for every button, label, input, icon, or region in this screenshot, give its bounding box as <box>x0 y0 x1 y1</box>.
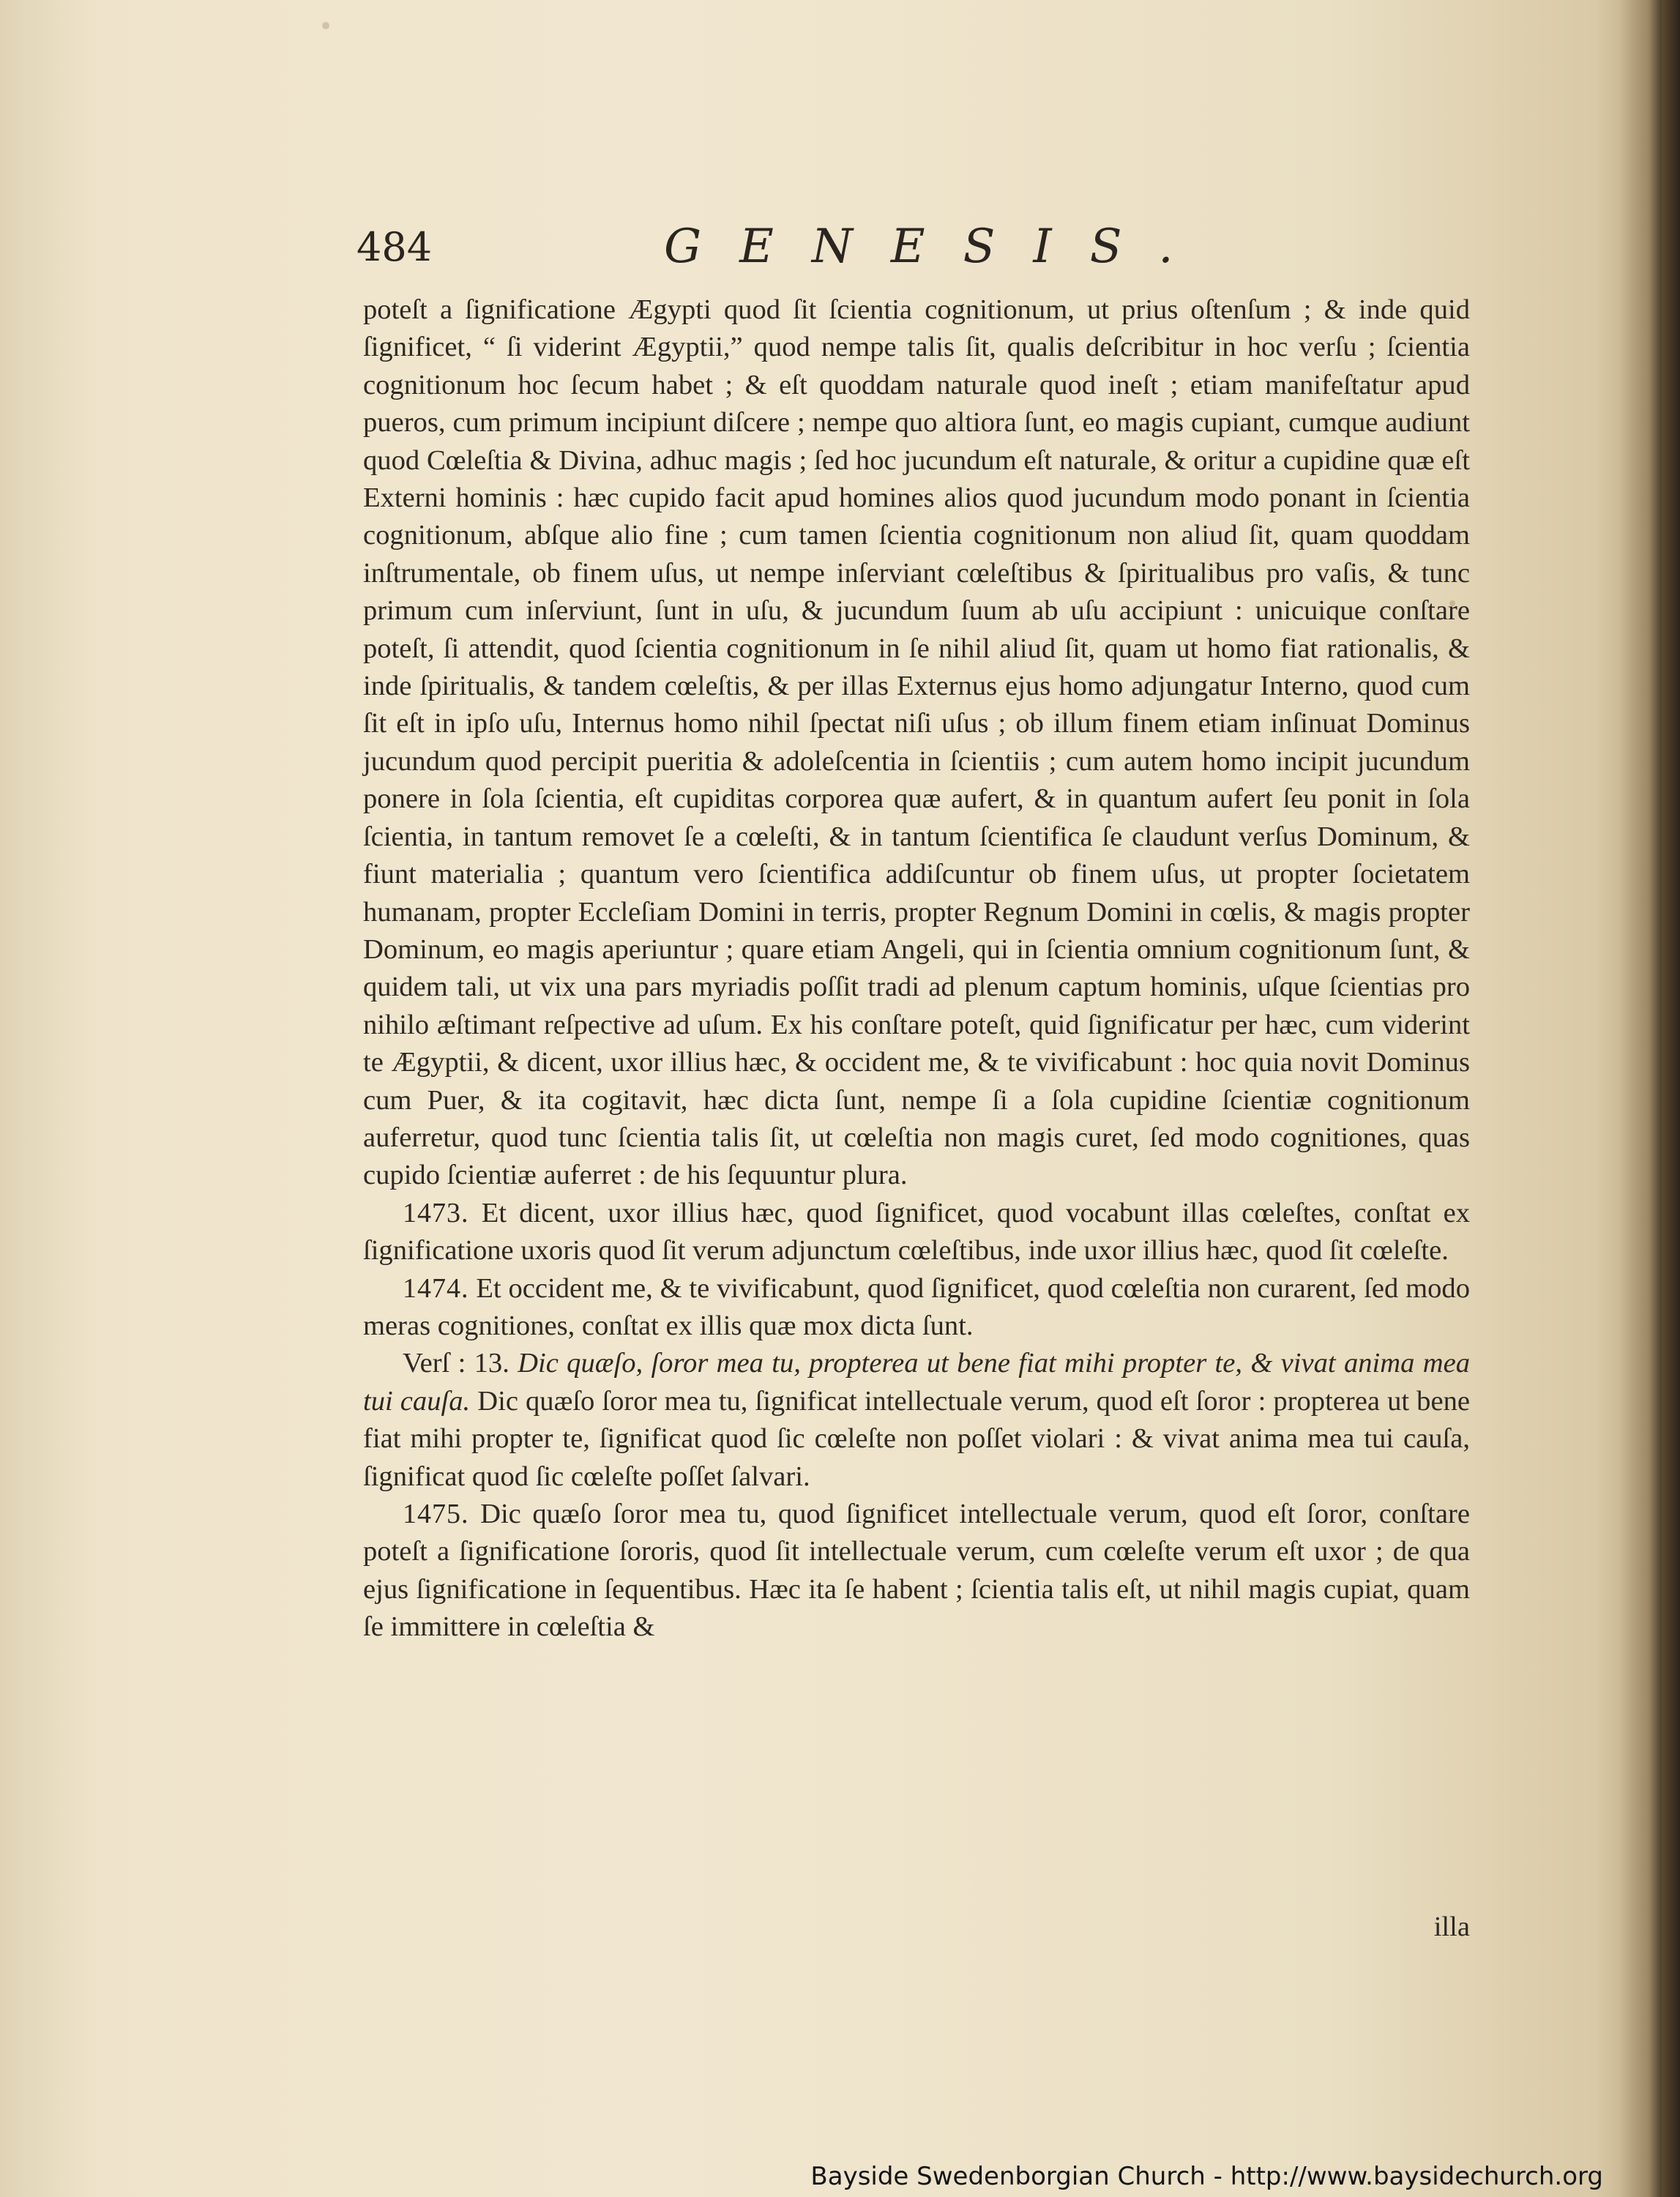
paragraph-text: Dic quæſo ſoror mea tu, ſignificat intellectuale verum, quod eſt ſoror : propterea ut bene fiat mihi propter te, ſignificat quod ſic cœleſte non poſſet violari : & vivat anima mea tui cauſa, ſignificat quod ſic cœleſte poſſet ſalvari. <box>363 1385 1470 1492</box>
paragraph-text: Dic quæſo ſoror mea tu, quod ſignificet intellectuale verum, quod eſt ſoror, conſtare poteſt a ſignificatione ſororis, quod ſit intellectuale verum, cum cœleſte verum eſt uxor ; de qua ejus ſignificatione in ſequentibus. Hæc ita ſe habent ; ſcientia talis eſt, ut nihil magis cupiat, quam ſe immittere in cœleſtia & <box>363 1499 1470 1643</box>
paragraph-text: poteſt a ſignificatione Ægypti quod ſit ſcientia cognitionum, ut prius oſtenſum ; & inde quid ſignificet, “ ſi viderint Ægyptii,” quod nempe talis ſit, qualis deſcribitur in hoc verſu ; ſcientia cognitionum hoc ſecum habet ; & eſt quoddam naturale quod ineſt ; etiam manifeſtatur apud pueros, cum primum incipiunt diſcere ; nempe quo altiora ſunt, eo magis cupiant, cumque audiunt quod Cœleſtia & Divina, adhuc magis ; ſed hoc jucundum eſt naturale, & oritur a cupidine quæ eſt Externi hominis : hæc cupido facit apud homines alios quod jucundum modo ponant in ſcientia cognitionum, abſque alio fine ; cum tamen ſcientia cognitionum non aliud ſit, quam quoddam inſtrumentale, ob finem uſus, ut nempe inſerviant cœleſtibus & ſpiritualibus pro vaſis, & tunc primum cum inſerviunt, ſunt in uſu, & jucundum ſuum ab uſu accipiunt : unicuique conſtare poteſt, ſi attendit, quod ſcientia cognitionum in ſe nihil aliud ſit, quam ut homo fiat rationalis, & inde ſpiritualis, & tandem cœleſtis, & per illas Externus ejus homo adjungatur Interno, quod cum ſit eſt in ipſo uſu, Internus homo nihil ſpectat niſi uſus ; ob illum finem etiam inſinuat Dominus jucundum quod percipit pueritia & adoleſcentia in ſcientiis ; cum autem homo incipit jucundum ponere in ſola ſcientia, eſt cupiditas corporea quæ aufert, & in quantum aufert ſeu ponit in ſola ſcientia, in tantum removet ſe a cœleſti, & in tantum ſcientifica ſe claudunt verſus Dominum, & fiunt materialia ; quantum vero ſcientifica addiſcuntur ob finem uſus, ut propter ſocietatem humanam, propter Eccleſiam Domini in terris, propter Regnum Domini in cœlis, & magis propter Dominum, eo magis aperiuntur ; quare etiam Angeli, qui in ſcientia omnium cognitionum ſunt, & quidem tali, ut vix una pars myriadis poſſit tradi ad plenum captum hominis, uſque ſcientias pro nihilo æſtimant reſpective ad uſum. Ex his conſtare poteſt, quid ſignificatur per hæc, cum viderint te Ægyptii, & dicent, uxor illius hæc, & occident me, & te vivificabunt : hoc quia novit Dominus cum Puer, & ita cogitavit, hæc dicta ſunt, nempe ſi a ſola cupidine ſcientiæ cognitionum auferretur, quod tunc ſcientia talis ſit, ut cœleſtia non magis curet, ſed modo cognitiones, quas cupido ſcientiæ auferret : de his ſequuntur plura. <box>363 294 1470 1191</box>
page-number: 484 <box>356 224 433 270</box>
paragraph-1475 <box>363 1496 1470 1646</box>
paragraph-number: 1473. <box>403 1197 469 1228</box>
verse-label: Verſ : 13. <box>403 1348 509 1379</box>
page-gutter-shadow <box>1618 0 1662 2197</box>
paragraph-verse-13 <box>363 1345 1470 1496</box>
paragraph-continued <box>363 291 1470 1195</box>
book-edge <box>1662 0 1680 2197</box>
text-block <box>363 291 1470 1646</box>
catchword: illa <box>1433 1911 1470 1942</box>
book-title: GENESIS. <box>664 220 1212 274</box>
paragraph-text: Et dicent, uxor illius hæc, quod ſignificet, quod vocabunt illas cœleſtes, conſtat ex ſignificatione uxoris quod ſit verum adjunctum cœleſtibus, inde uxor illius hæc, quod ſit cœleſte. <box>363 1197 1470 1267</box>
verse-quotation: Dic quæſo, ſoror mea tu, propterea ut bene fiat mihi propter te, & vivat anima mea tui cauſa. <box>363 1348 1470 1417</box>
paragraph-1473 <box>363 1195 1470 1270</box>
running-head <box>356 220 1469 274</box>
paragraph-number: 1475. <box>403 1499 469 1529</box>
paper-stain <box>322 22 329 29</box>
paragraph-text: Et occident me, & te vivificabunt, quod ſignificet, quod cœleſtia non curarent, ſed modo meras cognitiones, conſtat ex illis quæ mox dicta ſunt. <box>363 1272 1470 1341</box>
footer-credit: Bayside Swedenborgian Church - http://www.baysidechurch.org <box>810 2162 1603 2191</box>
paragraph-1474 <box>363 1270 1470 1346</box>
paragraph-number: 1474. <box>403 1272 469 1304</box>
